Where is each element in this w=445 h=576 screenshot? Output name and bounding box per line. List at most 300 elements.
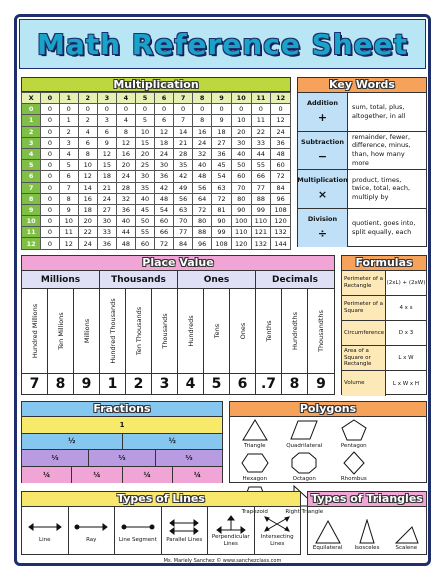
table-row	[22, 171, 291, 182]
table-cell: 60	[155, 216, 174, 227]
table-cell: 6	[155, 115, 174, 126]
table-cell: 56	[174, 193, 193, 204]
table-cell: 0	[41, 227, 60, 238]
table-cell: 36	[97, 238, 116, 249]
table-cell: 8	[193, 93, 212, 104]
table-cell: 0	[41, 171, 60, 182]
table-cell: 5	[59, 160, 78, 171]
place-value-column	[152, 289, 178, 373]
polygon-label: Octagon	[292, 476, 316, 482]
table-cell: 0	[41, 148, 60, 159]
line-type-item	[208, 507, 255, 554]
table-cell: 50	[135, 216, 154, 227]
table-cell: 80	[231, 193, 251, 204]
place-value-digit: .7	[256, 374, 282, 394]
table-cell: 24	[155, 148, 174, 159]
table-cell: 42	[155, 182, 174, 193]
table-cell: 40	[231, 148, 251, 159]
formula-name: Volume	[342, 371, 386, 396]
table-cell: 0	[155, 104, 174, 115]
table-cell: 15	[97, 160, 116, 171]
table-cell: 5	[135, 115, 154, 126]
table-cell: 18	[78, 204, 97, 215]
table-cell: 24	[78, 238, 97, 249]
table-cell: 0	[41, 182, 60, 193]
place-value-digit: 8	[282, 374, 308, 394]
table-row	[22, 238, 291, 249]
fractions-section	[21, 401, 223, 483]
table-cell: 72	[193, 204, 212, 215]
table-cell: 32	[193, 148, 212, 159]
table-cell: 108	[271, 204, 291, 215]
table-row	[22, 137, 291, 148]
fraction-cell: ½	[22, 434, 123, 450]
table-cell: 7	[174, 93, 193, 104]
key-word-description: quotient, goes into, split equally, each	[352, 218, 416, 236]
table-cell: 2	[22, 126, 41, 137]
table-cell: 28	[174, 148, 193, 159]
table-cell: 4	[116, 93, 135, 104]
polygon-label: Trapezoid	[241, 509, 268, 515]
table-cell: 3	[22, 137, 41, 148]
formula-expression: D x 3	[398, 330, 414, 336]
table-cell: 0	[135, 104, 154, 115]
table-cell: 60	[231, 171, 251, 182]
types-of-triangles-heading: Types of Triangles	[308, 492, 426, 507]
place-value-column	[48, 289, 74, 373]
quadrilateral-icon	[290, 418, 318, 442]
table-cell: 15	[135, 137, 154, 148]
table-cell: 7	[22, 182, 41, 193]
parallel-lines-icon	[166, 517, 202, 537]
fraction-cell: ¼	[123, 467, 173, 484]
place-value-digit: 2	[126, 374, 152, 394]
table-cell: 0	[271, 104, 291, 115]
line-type-item	[255, 507, 301, 554]
triangle-type-label: Equilateral	[312, 545, 343, 551]
table-cell: 0	[174, 104, 193, 115]
formula-name: Circumference	[342, 321, 386, 345]
key-word-row	[298, 132, 426, 171]
table-cell: 120	[231, 238, 251, 249]
place-value-column-label: Millions	[82, 318, 91, 344]
table-cell: 0	[41, 160, 60, 171]
table-cell: 22	[78, 227, 97, 238]
formula-expression: L x W	[398, 355, 414, 361]
operation-name: Multiplication	[297, 176, 348, 185]
table-cell: 12	[155, 126, 174, 137]
table-cell: 18	[97, 171, 116, 182]
place-value-column-label: Hundred Millions	[30, 303, 39, 359]
table-cell: 3	[97, 115, 116, 126]
table-cell: 20	[78, 216, 97, 227]
line-type-label: Parallel Lines	[166, 537, 203, 544]
table-cell: 90	[231, 204, 251, 215]
table-cell: 121	[251, 227, 271, 238]
triangle-type-item	[308, 507, 347, 554]
multiplication-section	[21, 77, 291, 247]
place-value-digit: 7	[22, 374, 48, 394]
table-cell: 40	[193, 160, 212, 171]
polygon-item	[280, 417, 330, 450]
table-cell: 25	[135, 160, 154, 171]
table-cell: 0	[116, 104, 135, 115]
table-cell: 44	[116, 227, 135, 238]
place-value-group: Ones	[178, 271, 256, 288]
key-word-description: product, times, twice, total, each, multiply by	[352, 175, 411, 202]
table-cell: 20	[231, 126, 251, 137]
polygon-label: Quadrilateral	[286, 443, 323, 449]
table-cell: 132	[251, 238, 271, 249]
table-cell: 48	[193, 171, 212, 182]
place-value-digit: 8	[48, 374, 74, 394]
table-header-row	[22, 93, 291, 104]
fraction-cell: ⅓	[89, 450, 156, 466]
table-cell: 16	[116, 148, 135, 159]
perpendicular-lines-icon	[213, 514, 249, 534]
table-cell: 11	[251, 115, 271, 126]
table-cell: 64	[193, 193, 212, 204]
table-cell: 0	[193, 104, 212, 115]
key-word-operation	[298, 132, 348, 170]
table-cell: 45	[135, 204, 154, 215]
table-cell: 48	[271, 148, 291, 159]
place-value-column	[100, 289, 126, 373]
fraction-cell: ¼	[72, 467, 122, 484]
table-cell: 1	[59, 115, 78, 126]
table-cell: 0	[41, 193, 60, 204]
table-cell: 66	[251, 171, 271, 182]
table-cell: 77	[174, 227, 193, 238]
table-cell: 36	[155, 171, 174, 182]
table-row	[22, 148, 291, 159]
table-cell: 33	[251, 137, 271, 148]
hexagon-icon	[241, 451, 269, 475]
place-value-group: Thousands	[100, 271, 178, 288]
triangle-type-label: Isosceles	[354, 545, 380, 551]
table-cell: 55	[251, 160, 271, 171]
table-cell: 0	[22, 104, 41, 115]
table-cell: 30	[97, 216, 116, 227]
place-value-digit: 5	[204, 374, 230, 394]
polygons-heading: Polygons	[230, 402, 426, 417]
fraction-cell: ¼	[173, 467, 222, 484]
table-cell: 6	[78, 137, 97, 148]
table-cell: 12	[97, 148, 116, 159]
table-cell: 120	[271, 216, 291, 227]
place-value-column-label: Hundred Thousands	[108, 298, 117, 364]
triangle-icon	[241, 418, 269, 442]
table-cell: 5	[22, 160, 41, 171]
pentagon-icon	[340, 418, 368, 442]
rhombus-icon	[340, 451, 368, 475]
key-word-row	[298, 93, 426, 132]
table-cell: 81	[212, 204, 232, 215]
table-cell: 63	[174, 204, 193, 215]
line-type-item	[115, 507, 162, 554]
table-cell: 60	[271, 160, 291, 171]
table-cell: 96	[193, 238, 212, 249]
page-title: Math Reference Sheet	[36, 27, 409, 61]
table-cell: 12	[78, 171, 97, 182]
table-cell: 70	[231, 182, 251, 193]
table-cell: 8	[193, 115, 212, 126]
table-cell: 0	[251, 104, 271, 115]
table-cell: 8	[116, 126, 135, 137]
triangle-type-item	[387, 507, 426, 554]
place-value-column-label: Thousandths	[317, 310, 325, 352]
fraction-row	[22, 450, 222, 467]
place-value-column	[230, 289, 256, 373]
polygon-item	[230, 450, 280, 483]
table-cell: 7	[59, 182, 78, 193]
reference-sheet	[14, 14, 431, 566]
fraction-cell: 1	[22, 417, 222, 433]
table-cell: 14	[174, 126, 193, 137]
table-cell: 99	[251, 204, 271, 215]
table-cell: 77	[251, 182, 271, 193]
table-cell: 10	[22, 216, 41, 227]
key-word-operation	[298, 170, 348, 208]
table-cell: 2	[59, 126, 78, 137]
operation-symbol-icon: −	[317, 149, 328, 163]
table-cell: 36	[116, 204, 135, 215]
table-cell: 66	[155, 227, 174, 238]
table-cell: 5	[135, 93, 154, 104]
table-cell: 72	[155, 238, 174, 249]
table-cell: 44	[251, 148, 271, 159]
place-value-column-label: Tens	[212, 323, 221, 339]
place-value-column	[204, 289, 230, 373]
polygon-label: Rhombus	[340, 476, 367, 482]
table-cell: 56	[193, 182, 212, 193]
triangle-type-label: Scalene	[395, 545, 418, 551]
table-cell: 28	[116, 182, 135, 193]
table-cell: 63	[212, 182, 232, 193]
table-cell: 18	[212, 126, 232, 137]
place-value-section	[21, 255, 335, 395]
table-cell: 88	[193, 227, 212, 238]
line-type-label: Intersecting Lines	[260, 533, 294, 547]
table-cell: 0	[97, 104, 116, 115]
key-words-section	[297, 77, 427, 247]
table-cell: 4	[22, 148, 41, 159]
key-words-heading: Key Words	[298, 78, 426, 93]
table-cell: 88	[251, 193, 271, 204]
operation-symbol-icon: ÷	[317, 227, 328, 241]
scalene-triangle-icon	[392, 519, 420, 545]
table-cell: 9	[212, 93, 232, 104]
table-row	[22, 204, 291, 215]
place-value-group: Millions	[22, 271, 100, 288]
table-cell: 2	[78, 93, 97, 104]
table-cell: 2	[78, 115, 97, 126]
table-cell: 22	[251, 126, 271, 137]
table-cell: 0	[41, 104, 60, 115]
table-cell: 0	[41, 137, 60, 148]
table-cell: 27	[212, 137, 232, 148]
table-cell: 35	[135, 182, 154, 193]
place-value-column-label: Thousands	[160, 313, 169, 349]
table-cell: 12	[271, 115, 291, 126]
table-cell: 1	[22, 115, 41, 126]
table-cell: 10	[231, 93, 251, 104]
table-cell: 84	[174, 238, 193, 249]
table-cell: 60	[135, 238, 154, 249]
table-cell: 12	[59, 238, 78, 249]
table-cell: 24	[271, 126, 291, 137]
table-cell: 12	[271, 93, 291, 104]
operation-symbol-icon: ×	[317, 188, 328, 202]
table-cell: 10	[59, 216, 78, 227]
fraction-cell: ⅓	[22, 450, 89, 466]
table-cell: 99	[212, 227, 232, 238]
table-cell: 11	[251, 93, 271, 104]
place-value-column-label: Hundreds	[186, 315, 195, 347]
table-cell: 48	[116, 238, 135, 249]
polygon-label: Hexagon	[242, 476, 267, 482]
key-word-row	[298, 170, 426, 209]
place-value-digit: 6	[230, 374, 256, 394]
table-cell: 11	[22, 227, 41, 238]
table-cell: 6	[22, 171, 41, 182]
octagon-icon	[290, 451, 318, 475]
table-cell: 20	[116, 160, 135, 171]
ray-icon	[73, 517, 109, 537]
table-row	[22, 115, 291, 126]
table-row	[22, 126, 291, 137]
line-segment-icon	[120, 517, 156, 537]
table-cell: 54	[155, 204, 174, 215]
polygon-label: Pentagon	[340, 443, 367, 449]
table-cell: 0	[231, 104, 251, 115]
table-cell: 10	[78, 160, 97, 171]
table-cell: 16	[78, 193, 97, 204]
table-cell: 6	[59, 171, 78, 182]
fraction-cell: ½	[123, 434, 223, 450]
table-cell: 100	[231, 216, 251, 227]
line-type-label: Perpendicular Lines	[211, 533, 250, 547]
table-cell: 40	[116, 216, 135, 227]
table-cell: 30	[231, 137, 251, 148]
place-value-digit: 9	[316, 376, 326, 392]
place-value-digit: 9	[74, 374, 100, 394]
line-type-item	[22, 507, 69, 554]
key-word-operation	[298, 93, 348, 131]
table-cell: 0	[41, 93, 60, 104]
operation-name: Subtraction	[301, 137, 344, 146]
table-cell: 9	[212, 115, 232, 126]
types-of-lines-heading: Types of Lines	[22, 492, 300, 507]
key-word-operation	[298, 209, 348, 248]
table-cell: 21	[174, 137, 193, 148]
table-cell: 33	[97, 227, 116, 238]
table-cell: 0	[41, 216, 60, 227]
table-cell: 84	[271, 182, 291, 193]
polygon-item	[280, 450, 330, 483]
table-cell: 4	[59, 148, 78, 159]
table-cell: 8	[59, 193, 78, 204]
table-cell: 110	[231, 227, 251, 238]
table-cell: 45	[212, 160, 232, 171]
table-cell: 132	[271, 227, 291, 238]
fractions-heading: Fractions	[22, 402, 222, 417]
place-value-column	[74, 289, 100, 373]
formula-row	[342, 371, 426, 396]
place-value-column	[256, 289, 282, 373]
formulas-heading: Formulas	[342, 256, 426, 271]
formula-row	[342, 321, 426, 346]
table-cell: 9	[22, 204, 41, 215]
table-cell: 108	[212, 238, 232, 249]
table-cell: 9	[59, 204, 78, 215]
place-value-column-label: Tenths	[264, 320, 273, 342]
polygon-label: Right Triangle	[285, 509, 324, 515]
table-row	[22, 104, 291, 115]
formula-row	[342, 271, 426, 296]
table-cell: 40	[135, 193, 154, 204]
table-cell: 4	[78, 126, 97, 137]
place-value-column-label: Ones	[238, 322, 247, 340]
key-word-description: sum, total, plus, altogether, in all	[352, 102, 406, 120]
table-cell: 35	[174, 160, 193, 171]
key-word-description: remainder, fewer, difference, minus, than, how many more	[352, 132, 411, 168]
table-cell: 21	[97, 182, 116, 193]
table-cell: 110	[251, 216, 271, 227]
table-cell: 30	[155, 160, 174, 171]
table-cell: 20	[135, 148, 154, 159]
table-cell: 3	[97, 93, 116, 104]
fraction-row	[22, 434, 222, 451]
place-value-heading: Place Value	[22, 256, 334, 271]
fraction-row	[22, 417, 222, 434]
fraction-cell: ⅓	[156, 450, 222, 466]
table-cell: 4	[116, 115, 135, 126]
table-cell: 48	[155, 193, 174, 204]
table-cell: 144	[271, 238, 291, 249]
table-cell: 18	[155, 137, 174, 148]
table-cell: 8	[78, 148, 97, 159]
line-type-label: Line	[39, 537, 51, 544]
line-type-item	[69, 507, 116, 554]
table-cell: 24	[193, 137, 212, 148]
table-cell: 55	[135, 227, 154, 238]
table-cell: 10	[231, 115, 251, 126]
formula-row	[342, 296, 426, 321]
types-of-triangles-section	[307, 491, 427, 555]
table-cell: 10	[135, 126, 154, 137]
table-cell: 11	[59, 227, 78, 238]
table-row	[22, 227, 291, 238]
fraction-row	[22, 467, 222, 484]
table-cell: 49	[174, 182, 193, 193]
table-cell: 27	[97, 204, 116, 215]
equilateral-triangle-icon	[314, 519, 342, 545]
table-cell: 24	[116, 171, 135, 182]
triangle-type-item	[347, 507, 386, 554]
table-row	[22, 160, 291, 171]
table-cell: 32	[116, 193, 135, 204]
key-word-row	[298, 209, 426, 248]
polygon-label: Triangle	[243, 443, 266, 449]
line-type-label: Line Segment	[118, 537, 157, 544]
intersecting-lines-icon	[259, 514, 295, 534]
line-type-label: Ray	[86, 537, 97, 544]
table-cell: 1	[59, 93, 78, 104]
table-cell: 42	[174, 171, 193, 182]
table-cell: 16	[193, 126, 212, 137]
operation-name: Addition	[307, 99, 338, 108]
